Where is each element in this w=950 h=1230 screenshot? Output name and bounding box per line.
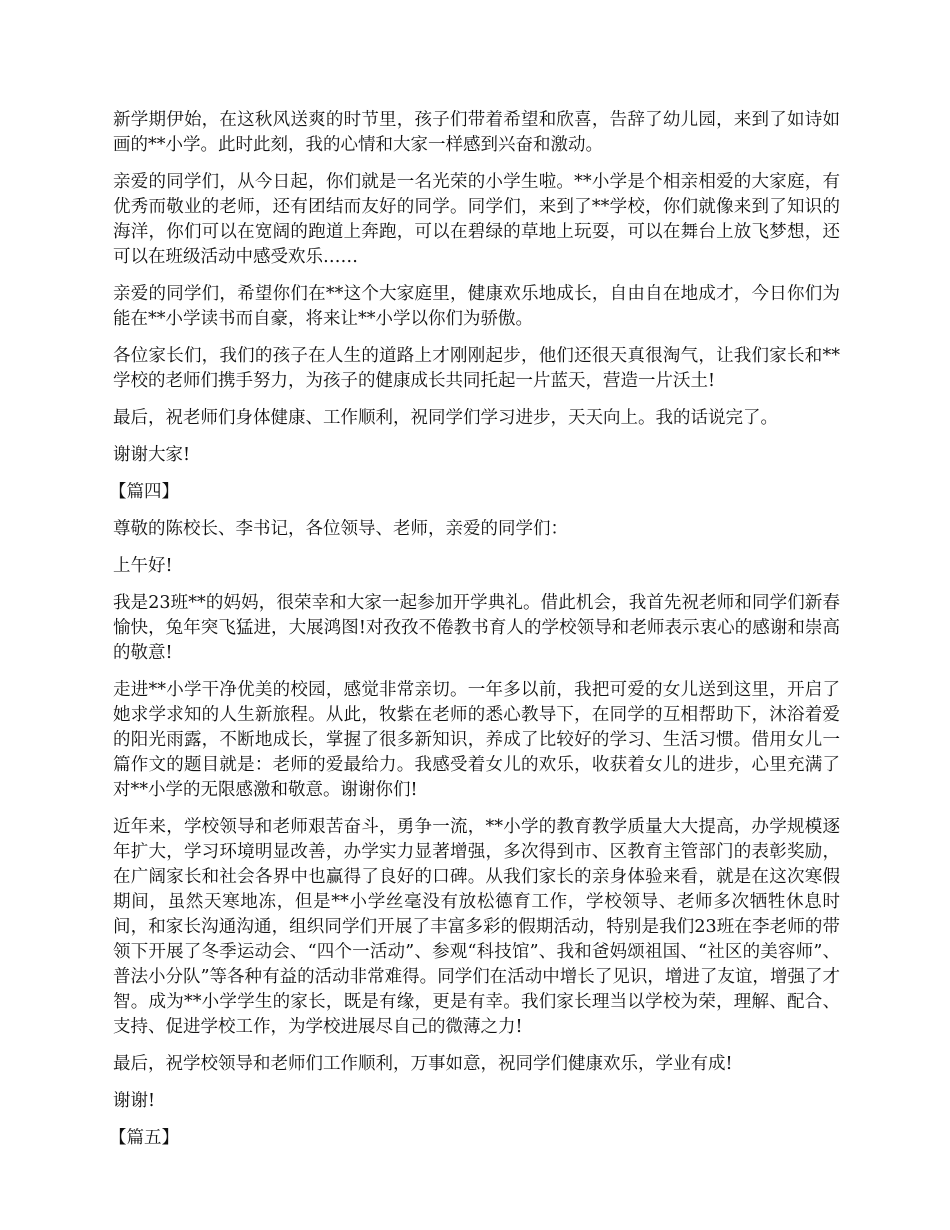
- paragraph-6: 谢谢大家!: [113, 445, 191, 465]
- paragraph-3: 亲爱的同学们，希望你们在**这个大家庭里，健康欢乐地成长，自由自在地成才，今日你们为能在**小学读书而自豪，将来让**小学以你们为骄傲。: [113, 284, 840, 329]
- paragraph-salutation: 尊敬的陈校长、李书记，各位领导、老师，亲爱的同学们：: [113, 519, 568, 539]
- paragraph-2: 亲爱的同学们，从今日起，你们就是一名光荣的小学生啦。**小学是个相亲相爱的大家庭，有优秀而敬业的老师，还有团结而友好的同学。同学们，来到了**学校，你们就像来到了知识的海洋，你们可以在宽阔的跑道上奔跑，可以在碧绿的草地上玩耍，可以在舞台上放飞梦想，还可以在班级活动中感受欢乐……: [113, 172, 840, 267]
- section-heading-4: 【篇四】: [109, 482, 179, 502]
- document-body: [109, 108, 840, 1163]
- paragraph-7: 我是23班**的妈妈，很荣幸和大家一起参加开学典礼。借此机会，我首先祝老师和同学们新春愉快，兔年突飞猛进，大展鸿图!对孜孜不倦教书育人的学校领导和老师表示衷心的感谢和崇高的敬意!: [113, 593, 840, 663]
- paragraph-1: 新学期伊始，在这秋风送爽的时节里，孩子们带着希望和欣喜，告辞了幼儿园，来到了如诗如画的**小学。此时此刻，我的心情和大家一样感到兴奋和激动。: [113, 110, 840, 155]
- paragraph-5: 最后，祝老师们身体健康、工作顺利，祝同学们学习进步，天天向上。我的话说完了。: [113, 408, 778, 428]
- paragraph-9: 近年来，学校领导和老师艰苦奋斗，勇争一流，**小学的教育教学质量大大提高，办学规模逐年扩大，学习环境明显改善，办学实力显著增强，多次得到市、区教育主管部门的表彰奖励，在广阔家长和社会各界中也赢得了良好的口碑。从我们家长的亲身体验来看，就是在这次寒假期间，虽然天寒地冻，但是**小学丝毫没有放松德育工作，学校领导、老师多次牺牲休息时间，和家长沟通沟通，组织同学们开展了丰富多彩的假期活动，特别是我们23班在李老师的带领下开展了冬季运动会、“四个一活动”、参观“科技馆”、我和爸妈颂祖国、“社区的美容师”、普法小分队”等各种有益的活动非常难得。同学们在活动中增长了见识，增进了友谊，增强了才智。成为**小学学生的家长，既是有缘，更是有幸。我们家长理当以学校为荣，理解、配合、支持、促进学校工作，为学校进展尽自己的微薄之力!: [113, 817, 840, 1037]
- paragraph-greeting: 上午好!: [113, 556, 173, 576]
- paragraph-4: 各位家长们，我们的孩子在人生的道路上才刚刚起步，他们还很天真很淘气，让我们家长和**学校的老师们携手努力，为孩子的健康成长共同托起一片蓝天，营造一片沃土!: [113, 346, 840, 391]
- paragraph-11: 谢谢!: [113, 1091, 156, 1111]
- paragraph-10: 最后，祝学校领导和老师们工作顺利，万事如意，祝同学们健康欢乐，学业有成!: [113, 1054, 733, 1074]
- section-heading-5: 【篇五】: [109, 1128, 179, 1148]
- paragraph-8: 走进**小学干净优美的校园，感觉非常亲切。一年多以前，我把可爱的女儿送到这里，开启了她求学求知的人生新旅程。从此，牧紫在老师的悉心教导下，在同学的互相帮助下，沐浴着爱的阳光雨露，不断地成长，掌握了很多新知识，养成了比较好的学习、生活习惯。借用女儿一篇作文的题目就是：老师的爱最给力。我感受着女儿的欢乐，收获着女儿的进步，心里充满了对**小学的无限感激和敬意。谢谢你们!: [113, 680, 840, 800]
